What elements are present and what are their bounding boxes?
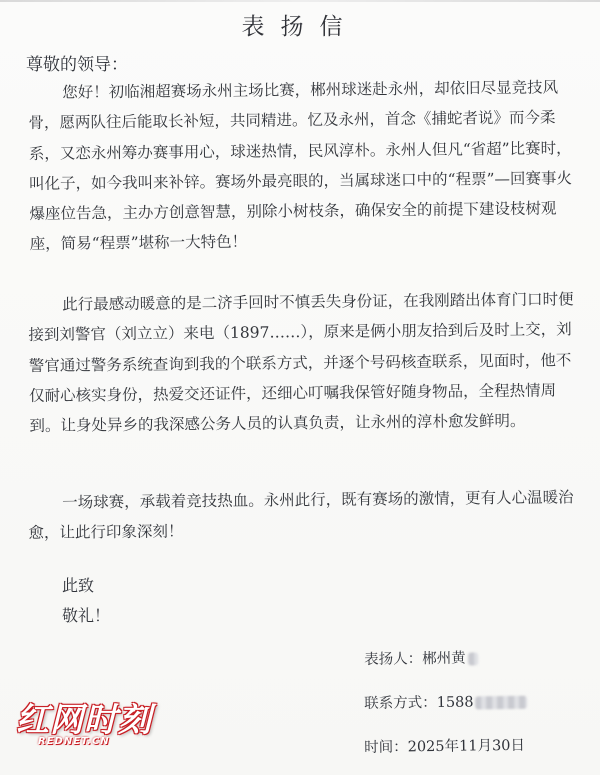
paper-fold-line [0,0,600,2]
date-value: 2025年11月30日 [407,737,526,756]
letter-closing [62,571,110,631]
contact-label: 联系方式： [364,694,437,712]
signoff-praiser [364,646,480,669]
letter-paragraph-1: 您好！初临湘超赛场永州主场比赛，郴州球迷赴永州，却依旧尽显竞技风骨，愿两队往后能取长补短，共同精进。忆及永州，首念《捕蛇者说》而今柔系，又恋永州筹办赛事用心，球迷热情，民风淳朴。永州人但凡“省超”比赛时，叫化子，如今我叫来补锌。赛场外最亮眼的，当属球迷口中的“程票”—回赛事火爆座位告急，主办方创意智慧，别除小树枝条，确保安全的前提下建设枝树观座，简易“程票”堪称一大特色！ [28,78,573,254]
rednet-watermark-logo [16,694,186,758]
watermark-sub-text: REDNET.CN [38,736,110,747]
praiser-label: 表扬人： [364,651,423,668]
letter-paragraph-3: 一场球赛，承载着竞技热血。永州此行，既有赛场的激情，更有人心温暖治愈，让此行印象深刻！ [28,488,574,543]
letter-paragraph-2: 此行最感动暖意的是二济手回时不慎丢失身份证，在我刚踏出体育门口时便接到刘警官（刘立立）来电（1897……），原来是俩小朋友拾到后及时上交，刘警官通过警务系统查询到我的个联系方式，并逐个号码核查联系，见面时，他不仅耐心核实身份，热爱交还证件，还细心叮嘱我保管好随身物品，全程热情周到。让身处异乡的我深感公务人员的认真负责，让永州的淳朴愈发鲜明。 [28,290,574,436]
redacted-phone-blur [475,695,527,709]
closing-line-2: 敬礼！ [62,606,111,625]
closing-line-1: 此致 [62,576,95,595]
letter-title: 表扬信 [241,14,359,40]
watermark-main-text: 红网时刻 [16,700,152,739]
signoff-contact [364,690,530,713]
letter-salutation: 尊敬的领导： [26,55,128,75]
redacted-name-blur [468,652,478,665]
praiser-name: 郴州黄 [422,650,466,668]
contact-prefix: 1588 [436,694,474,711]
date-label: 时间： [364,739,408,756]
signoff-date [364,734,525,757]
